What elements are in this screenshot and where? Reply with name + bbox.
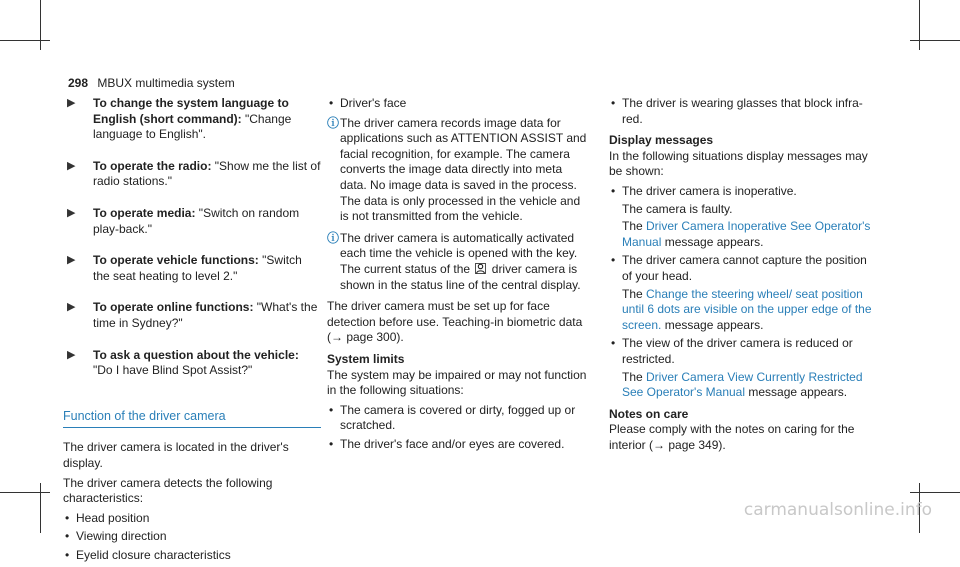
column-middle [327,96,592,456]
voice-command [63,348,321,379]
paragraph: The driver camera must be set up for face detection before use. Teaching-in biometric data (→ page 300). [327,299,583,345]
command-label: To ask a question about the vehicle: [93,347,299,362]
note-text: The driver camera is automatically activated each time the vehicle is opened with the key. The current status of the [340,230,578,276]
command-label: To operate media: [93,205,196,220]
paragraph: The driver camera detects the following characteristics: [63,475,273,506]
info-note [327,231,592,293]
arrow-right-icon: ▶ [67,254,76,267]
info-icon: ⓘ [327,115,340,130]
message-prefix: The [622,369,647,384]
item-text: The view of the driver camera is reduced or restricted. [622,336,853,366]
item-text: The driver camera is inoperative. [622,183,797,198]
command-label: To operate vehicle functions: [93,253,259,268]
list-item [609,184,879,250]
list-item: • The camera is covered or dirty, fogged up or scratched. [327,403,592,434]
list-item: • Viewing direction [63,529,321,545]
item-detail: The camera is faulty. [622,201,733,216]
message-prefix: The [622,286,647,301]
paragraph: Please comply with the notes on caring for the interior (→ page 349). [609,422,855,452]
message-prefix: The [622,219,647,234]
message-suffix: message appears. [661,317,764,332]
display-messages-list [609,184,879,401]
command-label: To operate online functions: [93,300,254,315]
subheading: System limits [327,351,405,366]
item-message [622,287,879,334]
crop-mark [0,492,50,493]
limits-list [327,403,592,453]
note-text: driver camera is shown in the status line of the central display. [340,261,581,292]
paragraph: The system may be impaired or may not function in the following situations: [327,367,587,398]
limits-list-cont [609,96,879,127]
page-header [68,76,235,92]
info-icon: ⓘ [327,230,340,245]
crop-mark [40,483,41,533]
voice-command [63,300,321,331]
list-item: • The driver's face and/or eyes are covered. [327,437,592,453]
paragraph: In the following situations display messages may be shown: [609,148,868,179]
item-text: The driver camera cannot capture the position of your head. [622,253,867,283]
page-number: 298 [68,76,89,90]
subheading: Notes on care [609,406,689,421]
arrow-right-icon: ▶ [67,348,76,361]
crop-mark [910,40,960,41]
display-message: Driver Camera Inoperative See Operator's Manual [622,219,871,249]
list-item: • The driver is wearing glasses that block infra-red. [609,96,879,127]
driver-camera-icon [475,263,486,274]
crop-mark [910,492,960,493]
characteristics-list [63,511,321,564]
list-item: • Driver's face [327,96,592,112]
crop-mark [919,0,920,50]
paragraph: The driver camera is located in the driver's display. [63,440,289,470]
command-text: "Do I have Blind Spot Assist?" [93,363,253,378]
note-text: The driver camera records image data for applications such as ATTENTION ASSIST and facial recognition, for example. The camera converts the image data directly into meta data. No image data is saved in the process. The data is only processed in the vehicle and is not transmitted from the vehicle. [340,115,587,224]
subheading: Display messages [609,133,714,148]
command-text: "Switch on random play-back." [93,205,300,236]
list-item [609,336,879,400]
command-text: "Show me the list of radio stations." [93,158,321,189]
voice-command [63,159,321,190]
crop-mark [40,0,41,50]
list-item: • Eyelid closure characteristics [63,548,321,564]
list-item: • Head position [63,511,321,527]
arrow-right-icon: ▶ [67,159,76,172]
display-message: Change the steering wheel/ seat position until 6 dots are visible on the upper edge of the screen. [622,286,872,332]
command-text: "Switch the seat heating to level 2." [93,253,302,283]
watermark: carmanualsonline.info [743,500,932,520]
page-title: MBUX multimedia system [97,76,235,90]
list-item [609,253,879,333]
command-text: "What's the time in Sydney?" [93,300,318,330]
message-suffix: message appears. [745,385,848,400]
info-note [327,116,592,225]
arrow-right-icon: ▶ [67,206,76,219]
voice-command [63,253,321,284]
column-right [609,96,879,457]
voice-command [63,96,321,143]
arrow-right-icon: ▶ [67,301,76,314]
crop-mark [0,40,50,41]
section-title: Function of the driver camera [63,409,321,429]
command-text: "Change language to English". [93,111,292,142]
command-label: To change the system language to English (short command): [93,96,289,126]
message-suffix: message appears. [661,234,764,249]
command-label: To operate the radio: [93,158,212,173]
item-message [622,219,879,250]
voice-command [63,206,321,237]
item-message [622,370,879,401]
display-message: Driver Camera View Currently Restricted See Operator's Manual [622,369,863,400]
column-left [63,96,321,567]
arrow-right-icon: ▶ [67,97,76,109]
characteristics-list-cont [327,96,592,112]
